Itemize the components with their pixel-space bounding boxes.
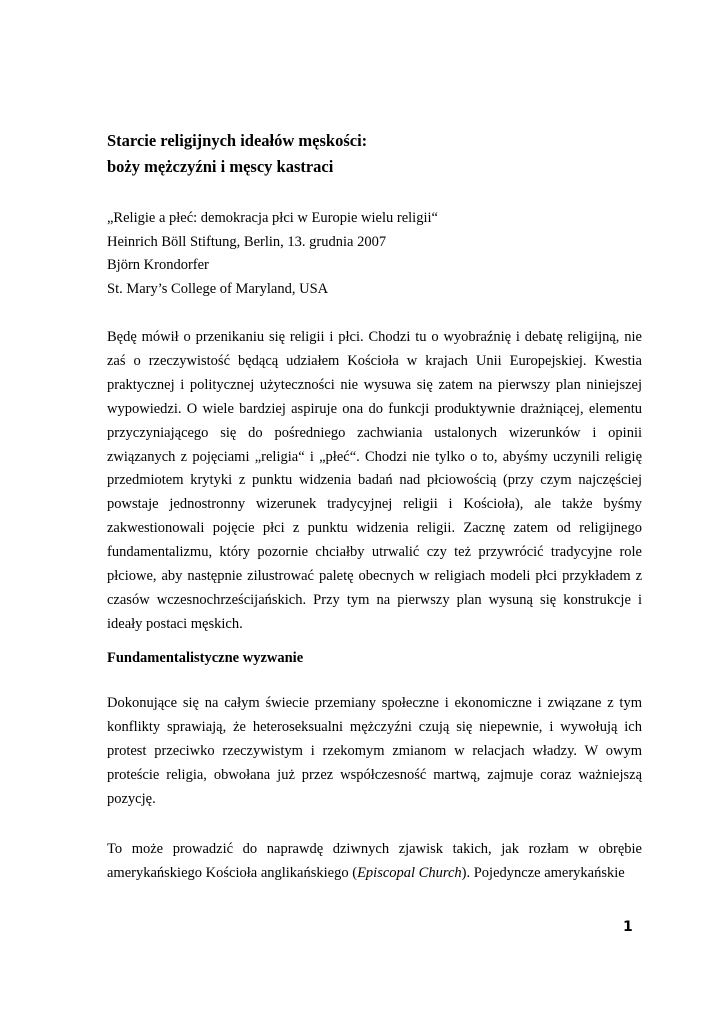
paragraph-episcopal [107,838,642,886]
meta-conference: „Religie a płeć: demokracja płci w Europie wielu religii“ [107,210,438,226]
paragraph-intro: Będę mówił o przenikaniu się religii i płci. Chodzi tu o wyobraźnię i debatę religijną, nie zaś o rzeczywistość będącą udziałem Kościoła w krajach Unii Europejskiej. Kwestia praktycznej i politycznej użyteczności nie wysuwa się zatem na pierwszy plan niniejszej wypowiedzi. O wiele bardziej aspiruje ona do funkcji produktywnie drażniącej, elementu przyczyniającego się do pośredniego zachwiania ustalonych wizerunków i opinii związanych z pojęciami „religia“ i „płeć“. Chodzi nie tylko o to, abyśmy uczynili religię przedmiotem krytyki z punktu widzenia badań nad płciowością (przy czym najczęściej powstaje jednostronny wizerunek tradycyjnej religii i Kościoła), ale także byśmy zakwestionowali pojęcie płci z punktu widzenia religii. Zacznę zatem od religijnego fundamentalizmu, który pozornie chciałby utrwalić czy też przywrócić tradycyjne role płciowe, aby następnie zilustrować paletę obecnych w religiach modeli płci przykładem z czasów wczesnochrześcijańskich. Przy tym na pierwszy plan wysuną się konstrukcje i ideały postaci męskich. [107,329,642,632]
paragraph-episcopal-text-b: ). Pojedyncze amerykańskie [461,864,625,881]
document-meta [107,207,642,301]
episcopal-church-term: Episcopal Church [357,864,462,881]
meta-venue-date: Heinrich Böll Stiftung, Berlin, 13. grudnia 2007 [107,233,387,250]
title-line-1: Starcie religijnych ideałów męskości: [107,131,368,150]
document-title [107,128,642,180]
title-line-2: boży mężczyźni i męscy kastraci [107,157,334,176]
paragraph-fundamentalism: Dokonujące się na całym świecie przemiany społeczne i ekonomiczne i związane z tym konflikty sprawiają, że heteroseksualni mężczyźni czują się niepewnie, i wywołują ich protest przeciwko rzeczywistym i rzekomym zmianom w relacjach władzy. W owym proteście religia, obwołana już przez współczesność martwą, zajmuje coraz ważniejszą pozycję. [107,695,642,807]
meta-author: Björn Krondorfer [107,257,209,273]
paragraph-episcopal-text-a: To może prowadzić do naprawdę dziwnych zjawisk takich, jak rozłam w obrębie amerykańskiego Kościoła anglikańskiego ( [107,841,642,881]
meta-affiliation: St. Mary’s College of Maryland, USA [107,280,329,297]
section-heading: Fundamentalistyczne wyzwanie [107,650,304,666]
page-number: 1 [623,919,633,935]
